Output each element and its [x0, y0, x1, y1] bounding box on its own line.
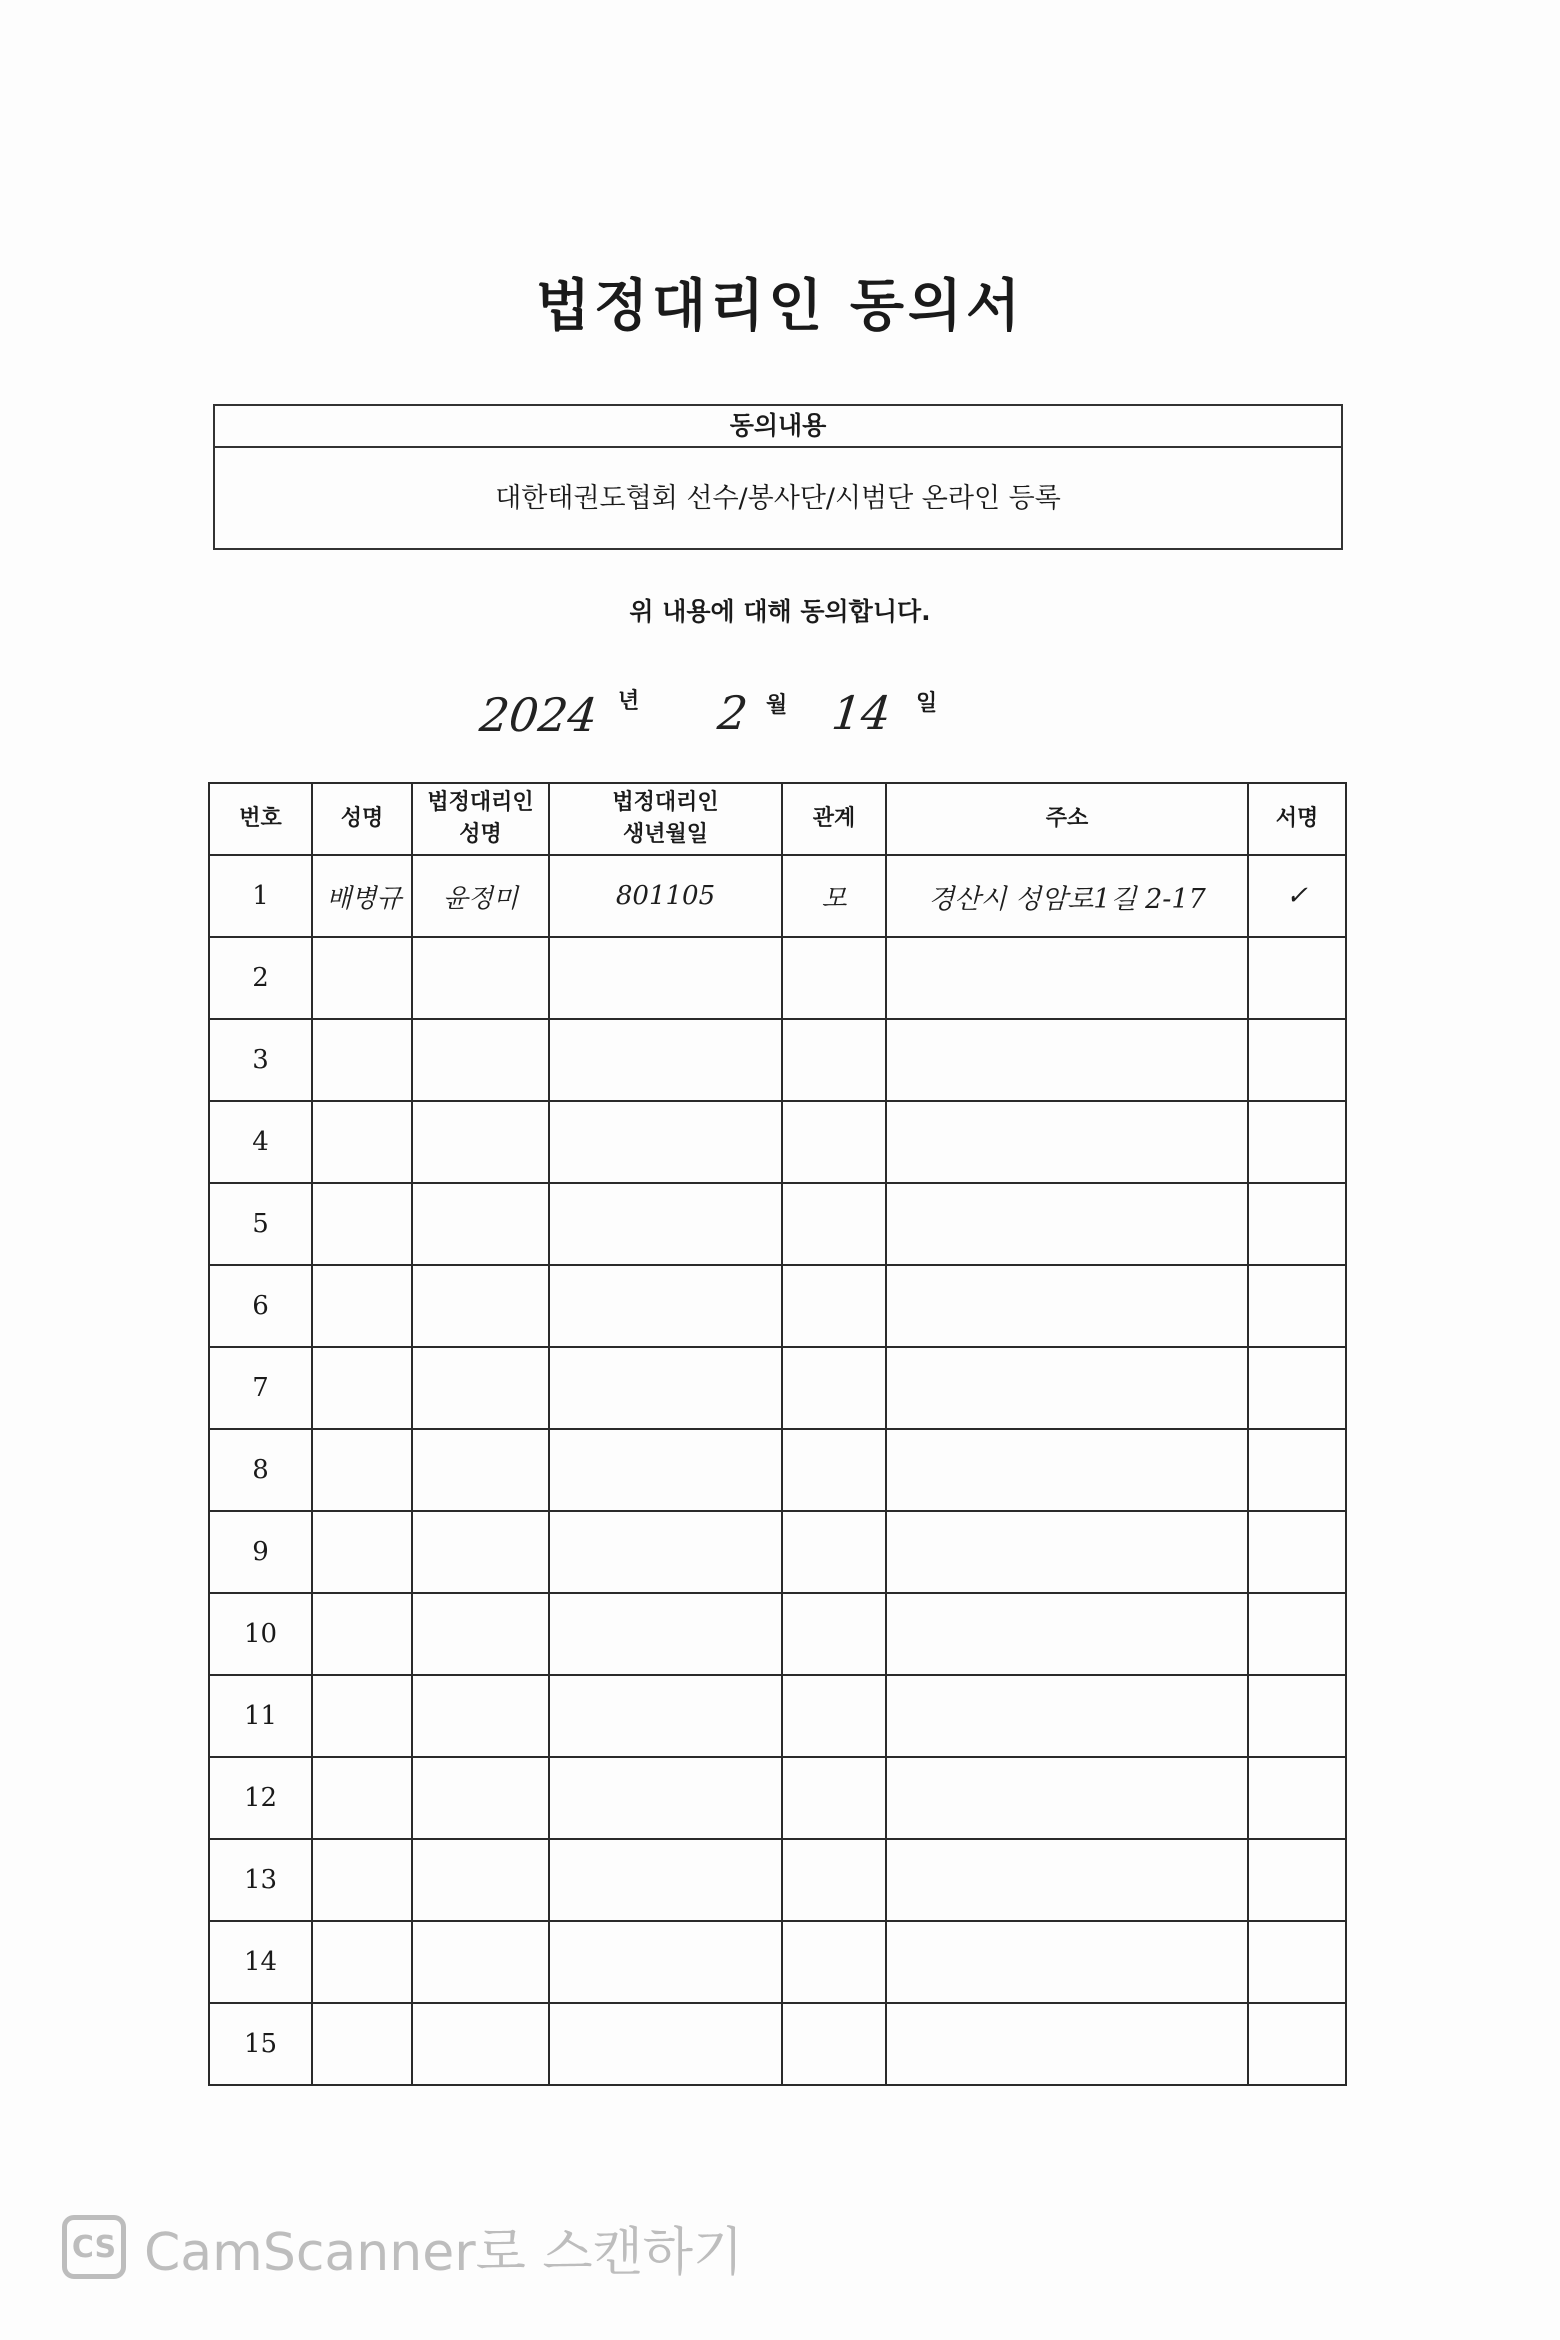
row-number: 4 [209, 1101, 312, 1183]
camscanner-logo-icon: CS [62, 2215, 126, 2279]
table-row [209, 1019, 1346, 1101]
row-name [312, 1019, 412, 1101]
header-guardian-name: 법정대리인 성명 [412, 783, 549, 855]
date-year: 2024 [477, 688, 600, 742]
row-guardian-birth [549, 1511, 782, 1593]
table-row [209, 1511, 1346, 1593]
row-guardian-birth [549, 1265, 782, 1347]
row-name: 배병규 [312, 855, 412, 937]
row-guardian-name [412, 1593, 549, 1675]
row-guardian-birth [549, 1675, 782, 1757]
table-row [209, 1839, 1346, 1921]
row-number: 14 [209, 1921, 312, 2003]
row-relation [782, 937, 886, 1019]
row-signature [1248, 2003, 1346, 2085]
row-relation [782, 1593, 886, 1675]
row-relation [782, 1675, 886, 1757]
consent-body: 대한태권도협회 선수/봉사단/시범단 온라인 등록 [495, 483, 1061, 514]
row-name [312, 1921, 412, 2003]
row-relation [782, 1839, 886, 1921]
row-relation [782, 1921, 886, 2003]
row-guardian-name [412, 1675, 549, 1757]
row-relation [782, 2003, 886, 2085]
header-relation: 관계 [782, 783, 886, 855]
row-guardian-birth [549, 1921, 782, 2003]
row-number: 8 [209, 1429, 312, 1511]
row-guardian-name [412, 1757, 549, 1839]
row-name [312, 1183, 412, 1265]
row-name [312, 1675, 412, 1757]
row-number: 2 [209, 937, 312, 1019]
row-guardian-birth [549, 2003, 782, 2085]
date-year-unit: 년 [618, 689, 640, 714]
row-number: 15 [209, 2003, 312, 2085]
row-guardian-name [412, 937, 549, 1019]
row-guardian-name [412, 1511, 549, 1593]
row-guardian-birth [549, 1839, 782, 1921]
row-name [312, 1839, 412, 1921]
row-signature [1248, 1347, 1346, 1429]
table-row [209, 855, 1346, 937]
row-name [312, 1511, 412, 1593]
row-signature [1248, 1921, 1346, 2003]
table-row [209, 1593, 1346, 1675]
header-guardian-birth: 법정대리인 생년월일 [549, 783, 782, 855]
row-name [312, 1757, 412, 1839]
row-address [886, 1347, 1248, 1429]
row-signature [1248, 1183, 1346, 1265]
row-guardian-birth [549, 1347, 782, 1429]
row-address [886, 1921, 1248, 2003]
row-guardian-birth [549, 1019, 782, 1101]
row-relation [782, 1511, 886, 1593]
row-signature [1248, 937, 1346, 1019]
row-guardian-name [412, 1839, 549, 1921]
row-address [886, 1757, 1248, 1839]
row-name [312, 1347, 412, 1429]
date-day-unit: 일 [916, 691, 938, 716]
row-relation: 모 [782, 855, 886, 937]
row-number: 5 [209, 1183, 312, 1265]
row-guardian-birth: 801105 [549, 855, 782, 937]
table-row [209, 1921, 1346, 2003]
row-address [886, 937, 1248, 1019]
row-guardian-name: 윤정미 [412, 855, 549, 937]
header-signature: 서명 [1248, 783, 1346, 855]
row-address [886, 1675, 1248, 1757]
row-name [312, 1265, 412, 1347]
row-number: 3 [209, 1019, 312, 1101]
row-signature [1248, 1429, 1346, 1511]
row-guardian-name [412, 2003, 549, 2085]
row-guardian-birth [549, 937, 782, 1019]
table-row [209, 1429, 1346, 1511]
table-row [209, 937, 1346, 1019]
agreement-statement: 위 내용에 대해 동의합니다. [629, 597, 931, 626]
row-number: 9 [209, 1511, 312, 1593]
header-name: 성명 [312, 783, 412, 855]
row-name [312, 1429, 412, 1511]
row-address [886, 1101, 1248, 1183]
row-guardian-name [412, 1183, 549, 1265]
row-guardian-birth [549, 1101, 782, 1183]
row-signature [1248, 1511, 1346, 1593]
registration-table [208, 782, 1347, 2086]
consent-content-box [213, 404, 1343, 550]
row-guardian-name [412, 1265, 549, 1347]
date-day: 14 [829, 686, 894, 740]
table-row [209, 1347, 1346, 1429]
row-number: 10 [209, 1593, 312, 1675]
row-guardian-name [412, 1921, 549, 2003]
table-row [209, 1675, 1346, 1757]
row-signature: ✓ [1248, 855, 1346, 937]
camscanner-watermark [62, 2210, 743, 2284]
watermark-text: CamScanner로 스캔하기 [144, 2222, 744, 2283]
date-month-unit: 월 [766, 693, 788, 718]
row-guardian-birth [549, 1429, 782, 1511]
table-row [209, 1265, 1346, 1347]
document-title: 법정대리인 동의서 [535, 274, 1025, 339]
row-name [312, 2003, 412, 2085]
row-signature [1248, 1101, 1346, 1183]
row-relation [782, 1265, 886, 1347]
row-number: 13 [209, 1839, 312, 1921]
table-row [209, 1183, 1346, 1265]
row-relation [782, 1429, 886, 1511]
row-signature [1248, 1839, 1346, 1921]
row-name [312, 1101, 412, 1183]
row-relation [782, 1347, 886, 1429]
row-number: 1 [209, 855, 312, 937]
row-number: 6 [209, 1265, 312, 1347]
table-row [209, 1757, 1346, 1839]
row-address [886, 1839, 1248, 1921]
row-signature [1248, 1265, 1346, 1347]
row-relation [782, 1183, 886, 1265]
row-number: 7 [209, 1347, 312, 1429]
date-month: 2 [715, 686, 751, 740]
row-address [886, 1019, 1248, 1101]
row-name [312, 1593, 412, 1675]
row-address [886, 1511, 1248, 1593]
table-row [209, 1101, 1346, 1183]
row-guardian-name [412, 1101, 549, 1183]
table-header-row [209, 783, 1346, 855]
row-address: 경산시 성암로1길 2-17 [886, 855, 1248, 937]
row-address [886, 2003, 1248, 2085]
row-number: 12 [209, 1757, 312, 1839]
row-guardian-birth [549, 1757, 782, 1839]
row-guardian-birth [549, 1183, 782, 1265]
row-number: 11 [209, 1675, 312, 1757]
header-number: 번호 [209, 783, 312, 855]
row-signature [1248, 1757, 1346, 1839]
row-address [886, 1265, 1248, 1347]
row-relation [782, 1019, 886, 1101]
row-name [312, 937, 412, 1019]
row-guardian-name [412, 1347, 549, 1429]
row-address [886, 1183, 1248, 1265]
consent-heading: 동의내용 [215, 406, 1341, 448]
row-relation [782, 1101, 886, 1183]
row-guardian-birth [549, 1593, 782, 1675]
row-signature [1248, 1019, 1346, 1101]
row-address [886, 1429, 1248, 1511]
row-signature [1248, 1593, 1346, 1675]
row-relation [782, 1757, 886, 1839]
table-row [209, 2003, 1346, 2085]
row-address [886, 1593, 1248, 1675]
row-signature [1248, 1675, 1346, 1757]
row-guardian-name [412, 1019, 549, 1101]
header-address: 주소 [886, 783, 1248, 855]
row-guardian-name [412, 1429, 549, 1511]
